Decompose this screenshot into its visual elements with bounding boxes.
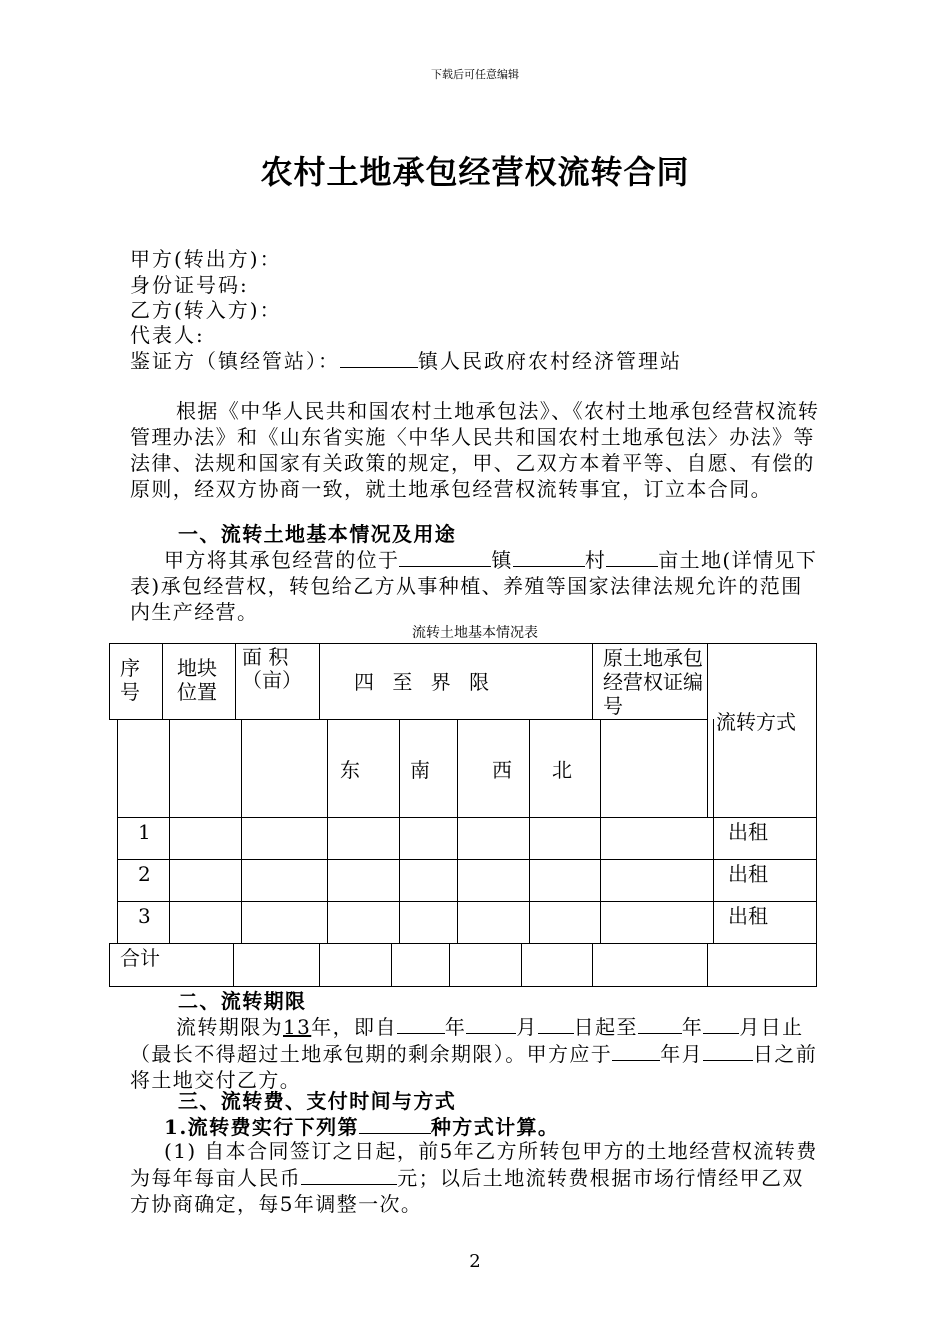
blank-town[interactable] <box>340 347 418 368</box>
blank-town-name[interactable] <box>399 546 491 567</box>
subheader-east: 东 <box>327 719 400 818</box>
header-bounds: 四 至 界 限 <box>319 643 593 720</box>
section1-heading: 一、流转土地基本情况及用途 <box>178 522 457 546</box>
subheader-south: 南 <box>399 719 458 818</box>
subheader-empty-cert <box>600 719 708 818</box>
subheader-north: 北 <box>529 719 601 818</box>
subheader-empty-location <box>169 719 242 818</box>
table-caption: 流转土地基本情况表 <box>412 625 538 641</box>
id-number-line: 身份证号码: <box>130 273 249 297</box>
verifier-line <box>130 347 682 374</box>
header-location: 地块位置 <box>162 643 236 720</box>
section3-item1: (1) 自本合同签订之日起，前5年乙方所转包甲方的土地经营权流转费为每年每亩人民币 元；以后土地流转费根据市场行情经甲乙双方协商确定，每5年调整一次。 <box>130 1139 818 1216</box>
blank-method-number[interactable] <box>359 1113 431 1134</box>
party-a-line: 甲方(转出方)： <box>130 247 282 271</box>
term-years: 13 <box>283 1015 312 1039</box>
intro-paragraph: 根据《中华人民共和国农村土地承包法》、《农村土地承包经营权流转管理办法》和《山东省实施〈中华人民共和国农村土地承包法〉办法》等法律、法规和国家有关政策的规定，甲、乙双方本着平等、自愿、有偿的原则，经双方协商一致，就土地承包经营权流转事宜，订立本合同。 <box>130 399 820 501</box>
subheader-empty-area <box>241 719 328 818</box>
blank-village-name[interactable] <box>513 546 585 567</box>
blank-fee[interactable] <box>301 1164 397 1185</box>
subheader-west: 西 <box>457 719 530 818</box>
header-method: 流转方式 <box>707 643 817 818</box>
section2-paragraph: 流转期限为13年，即自 年 月 日起至 年 月日止（最长不得超过土地承包期的剩余期限）。甲方应于 年月 日之前将土地交付乙方。 <box>130 1015 818 1092</box>
header-note: 下载后可任意编辑 <box>431 68 519 81</box>
total-label: 合计 <box>109 943 234 987</box>
party-b-line: 乙方(转入方)： <box>130 298 282 322</box>
subheader-empty-seq <box>117 719 170 818</box>
verifier-label: 鉴证方（镇经管站）： <box>130 349 340 373</box>
document-title: 农村土地承包经营权流转合同 <box>260 153 690 191</box>
header-seq: 序号 <box>109 643 163 720</box>
section1-paragraph: 甲方将其承包经营的位于 镇 村 亩土地(详情见下表)承包经营权，转包给乙方从事种植、养殖等国家法律法规允许的范围内生产经营。 <box>130 548 818 624</box>
header-original-cert: 原土地承包经营权证编号 <box>592 643 708 720</box>
method-inner-divider <box>713 719 714 818</box>
header-area: 面 积（亩） <box>235 643 320 720</box>
blank-acres[interactable] <box>606 546 658 567</box>
representative-line: 代表人: <box>130 323 205 347</box>
section3-sub1: 1.流转费实行下列第 种方式计算。 <box>164 1115 560 1139</box>
verifier-suffix: 镇人民政府农村经济管理站 <box>418 349 682 373</box>
section3-heading: 三、流转费、支付时间与方式 <box>178 1089 457 1113</box>
section2-heading: 二、流转期限 <box>178 989 307 1013</box>
page-number: 2 <box>469 1251 481 1272</box>
